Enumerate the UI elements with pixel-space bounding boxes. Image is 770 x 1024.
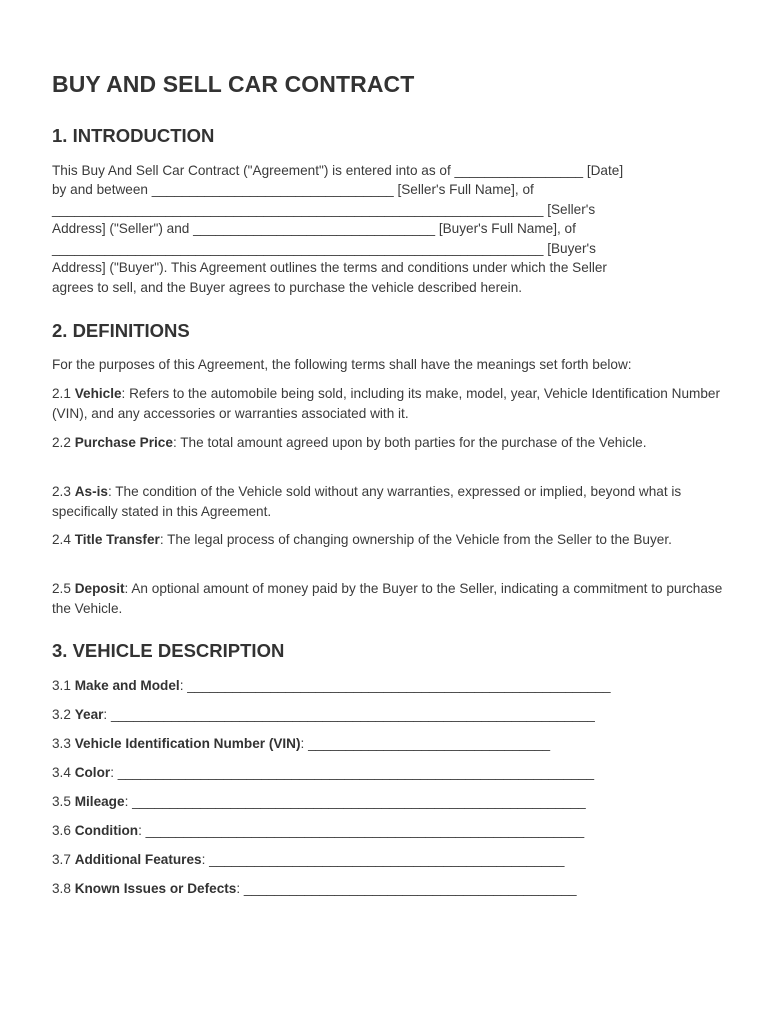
- section-heading-definitions: 2. DEFINITIONS: [52, 320, 190, 341]
- intro-line: Address] ("Seller") and ________________________________ [Buyer's Full Name], of: [52, 221, 576, 236]
- definition-item: 2.3 As-is: The condition of the Vehicle sold without any warranties, expressed or implied, beyond what is specifically stated in this Agreement.: [52, 484, 682, 519]
- vehicle-field-known-issues: 3.8 Known Issues or Defects: ____________________________________________: [52, 881, 577, 896]
- definition-item: 2.4 Title Transfer: The legal process of changing ownership of the Vehicle from the Seller to the Buyer.: [52, 532, 672, 547]
- vehicle-field-make-model: 3.1 Make and Model: ________________________________________________________: [52, 678, 611, 693]
- definition-term: Deposit: [74, 581, 125, 596]
- vehicle-field-year: 3.2 Year: ________________________________________________________________: [52, 707, 595, 722]
- intro-line: This Buy And Sell Car Contract ("Agreement") is entered into as of _________________ [Date]: [52, 163, 624, 178]
- intro-line: agrees to sell, and the Buyer agrees to purchase the vehicle described herein.: [52, 280, 523, 295]
- definition-term: Purchase Price: [74, 435, 173, 450]
- definitions-lead: For the purposes of this Agreement, the following terms shall have the meanings set forth below:: [52, 357, 632, 372]
- definition-item: 2.2 Purchase Price: The total amount agreed upon by both parties for the purchase of the Vehicle.: [52, 435, 647, 450]
- intro-line: _________________________________________________________________ [Seller's: [52, 202, 596, 217]
- definition-term: As-is: [74, 484, 108, 499]
- vehicle-field-additional-features: 3.7 Additional Features: _______________________________________________: [52, 852, 565, 867]
- intro-line: Address] ("Buyer"). This Agreement outlines the terms and conditions under which the Seller: [52, 260, 607, 275]
- vehicle-field-vin: 3.3 Vehicle Identification Number (VIN): ________________________________: [52, 736, 551, 751]
- section-heading-introduction: 1. INTRODUCTION: [52, 125, 215, 146]
- document-title: BUY AND SELL CAR CONTRACT: [52, 71, 415, 97]
- section-heading-vehicle-description: 3. VEHICLE DESCRIPTION: [52, 640, 285, 661]
- definition-term: Title Transfer: [74, 532, 160, 547]
- vehicle-field-mileage: 3.5 Mileage: ____________________________________________________________: [52, 794, 586, 809]
- intro-line: _________________________________________________________________ [Buyer's: [52, 241, 596, 256]
- definition-term: Vehicle: [74, 386, 122, 401]
- intro-line: by and between ________________________________ [Seller's Full Name], of: [52, 182, 534, 197]
- vehicle-field-condition: 3.6 Condition: __________________________________________________________: [52, 823, 585, 838]
- vehicle-field-color: 3.4 Color: _______________________________________________________________: [52, 765, 595, 780]
- definition-item: 2.5 Deposit: An optional amount of money paid by the Buyer to the Seller, indicating a commitment to purchase the Vehicle.: [52, 581, 723, 616]
- definition-item: 2.1 Vehicle: Refers to the automobile being sold, including its make, model, year, Vehicle Identification Number (VIN), and any accessories or warranties associated with it.: [52, 386, 720, 421]
